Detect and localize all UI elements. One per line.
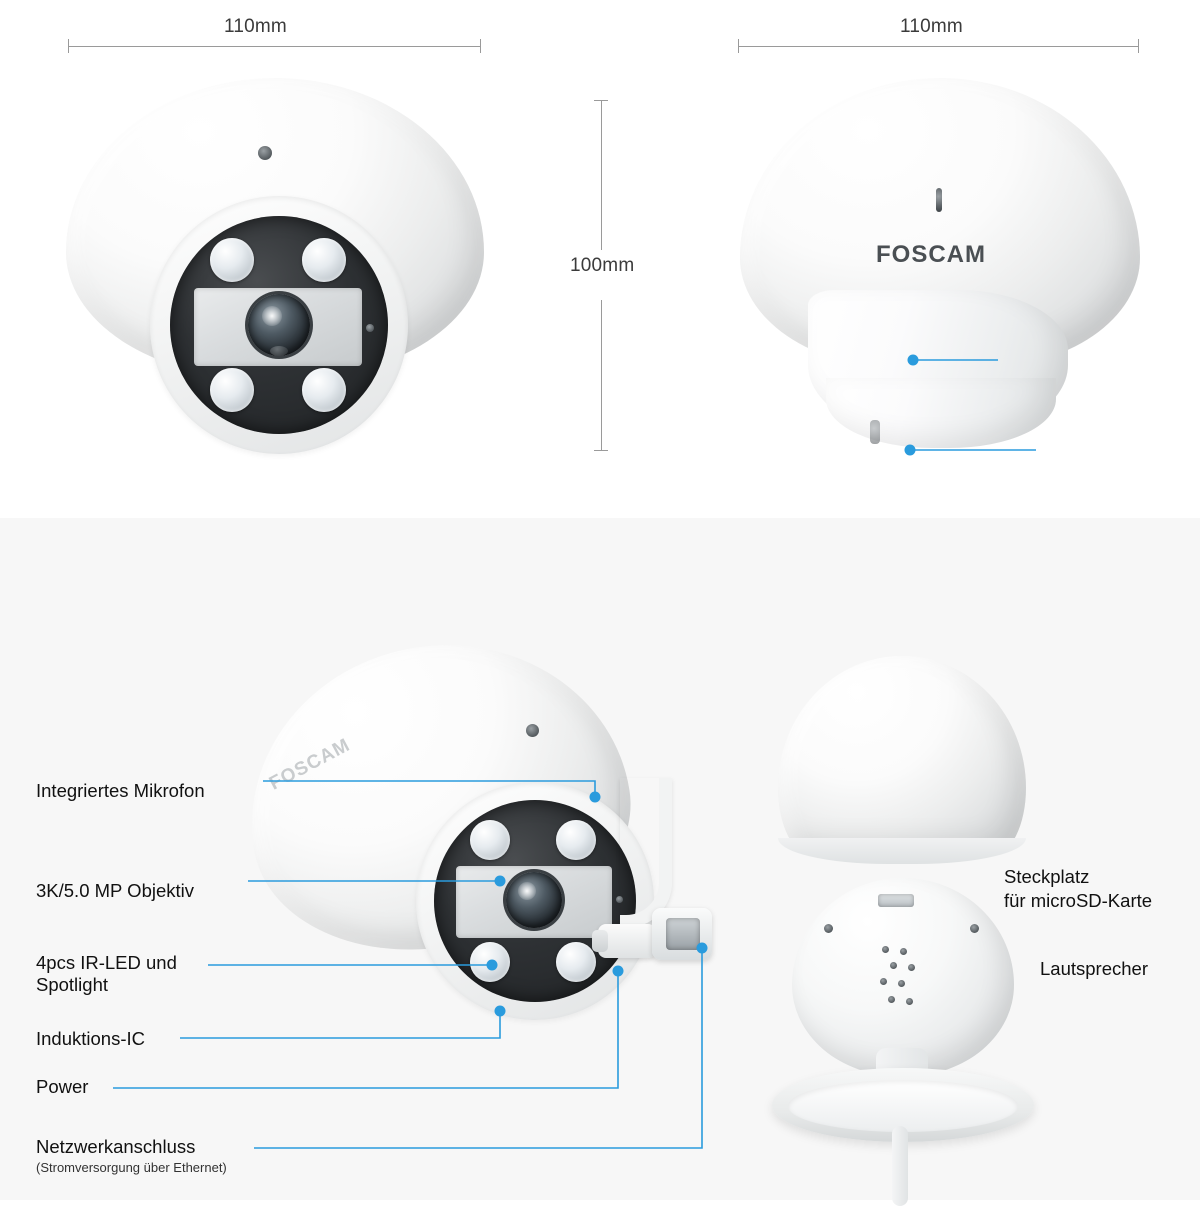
callout-label-microphone: Integriertes Mikrofon xyxy=(36,780,205,801)
front-width-tick-left xyxy=(68,39,69,53)
callout-label-microsd-line2: für microSD-Karte xyxy=(1004,890,1153,911)
front-width-label: 110mm xyxy=(224,16,287,37)
callout-label-power: Power xyxy=(36,1076,89,1097)
camera-cable xyxy=(620,778,672,928)
angled-ir-led-top-left xyxy=(470,820,510,860)
lens-glint xyxy=(262,306,282,326)
induction-ic-sensor xyxy=(366,324,374,332)
status-dot xyxy=(270,346,288,356)
height-tick-top xyxy=(594,100,608,101)
front-width-tick-right xyxy=(480,39,481,53)
camera-side-base xyxy=(826,378,1056,448)
side-width-label: 110mm xyxy=(900,16,963,37)
camera-side-view xyxy=(740,78,1160,453)
height-line-upper xyxy=(601,100,602,250)
camera-cover xyxy=(778,656,1026,856)
callout-label-speaker: Lautsprecher xyxy=(1040,958,1148,979)
callout-label-microsd-line1: Steckplatz xyxy=(1004,866,1090,887)
angled-lens-plate xyxy=(434,800,636,1002)
callout-label-ir-led-line2: Spotlight xyxy=(36,974,108,995)
microphone-slot xyxy=(936,188,942,212)
camera-lens-plate xyxy=(170,216,388,434)
angled-camera-lens xyxy=(506,872,562,928)
height-tick-bottom xyxy=(594,450,608,451)
ir-led-bottom-left xyxy=(210,368,254,412)
screw-icon xyxy=(258,146,272,160)
screw-hole-right xyxy=(970,924,979,933)
speaker-grille xyxy=(878,946,920,1010)
side-width-tick-left xyxy=(738,39,739,53)
angled-ir-led-top-right xyxy=(556,820,596,860)
ir-led-bottom-right xyxy=(302,368,346,412)
power-connector-tip xyxy=(592,930,608,952)
mount-base-inner xyxy=(788,1080,1018,1132)
ir-led-top-left xyxy=(210,238,254,282)
callout-label-lens: 3K/5.0 MP Objektiv xyxy=(36,880,195,901)
height-label: 100mm xyxy=(570,255,635,276)
microsd-slot xyxy=(878,894,914,907)
brand-logo: FOSCAM xyxy=(876,241,986,268)
angled-ir-led-bottom-right xyxy=(556,942,596,982)
angled-ir-led-bottom-left xyxy=(470,942,510,982)
ir-led-top-right xyxy=(302,238,346,282)
front-width-line xyxy=(68,46,480,47)
callout-label-ir-led-line1: 4pcs IR-LED und xyxy=(36,952,177,973)
mount-cable xyxy=(892,1126,908,1206)
callout-label-network: Netzwerkanschluss xyxy=(36,1136,196,1157)
camera-angled-view xyxy=(248,646,728,1106)
angled-microphone-hole xyxy=(526,724,539,737)
side-width-line xyxy=(738,46,1138,47)
angled-brand-logo: FOSCAM xyxy=(266,734,354,795)
screw-hole-left xyxy=(824,924,833,933)
camera-front-view xyxy=(60,78,490,453)
side-width-tick-right xyxy=(1138,39,1139,53)
bottom-callout-panel xyxy=(0,518,1200,1200)
camera-side-slot xyxy=(870,420,880,444)
height-line-lower xyxy=(601,300,602,450)
camera-cover-lip xyxy=(778,838,1026,864)
top-dimension-panel xyxy=(0,0,1200,518)
ethernet-port xyxy=(666,918,700,950)
callout-label-induction-ic: Induktions-IC xyxy=(36,1028,145,1049)
callout-sublabel-network: (Stromversorgung über Ethernet) xyxy=(36,1160,227,1175)
angled-lens-glint xyxy=(518,882,536,900)
